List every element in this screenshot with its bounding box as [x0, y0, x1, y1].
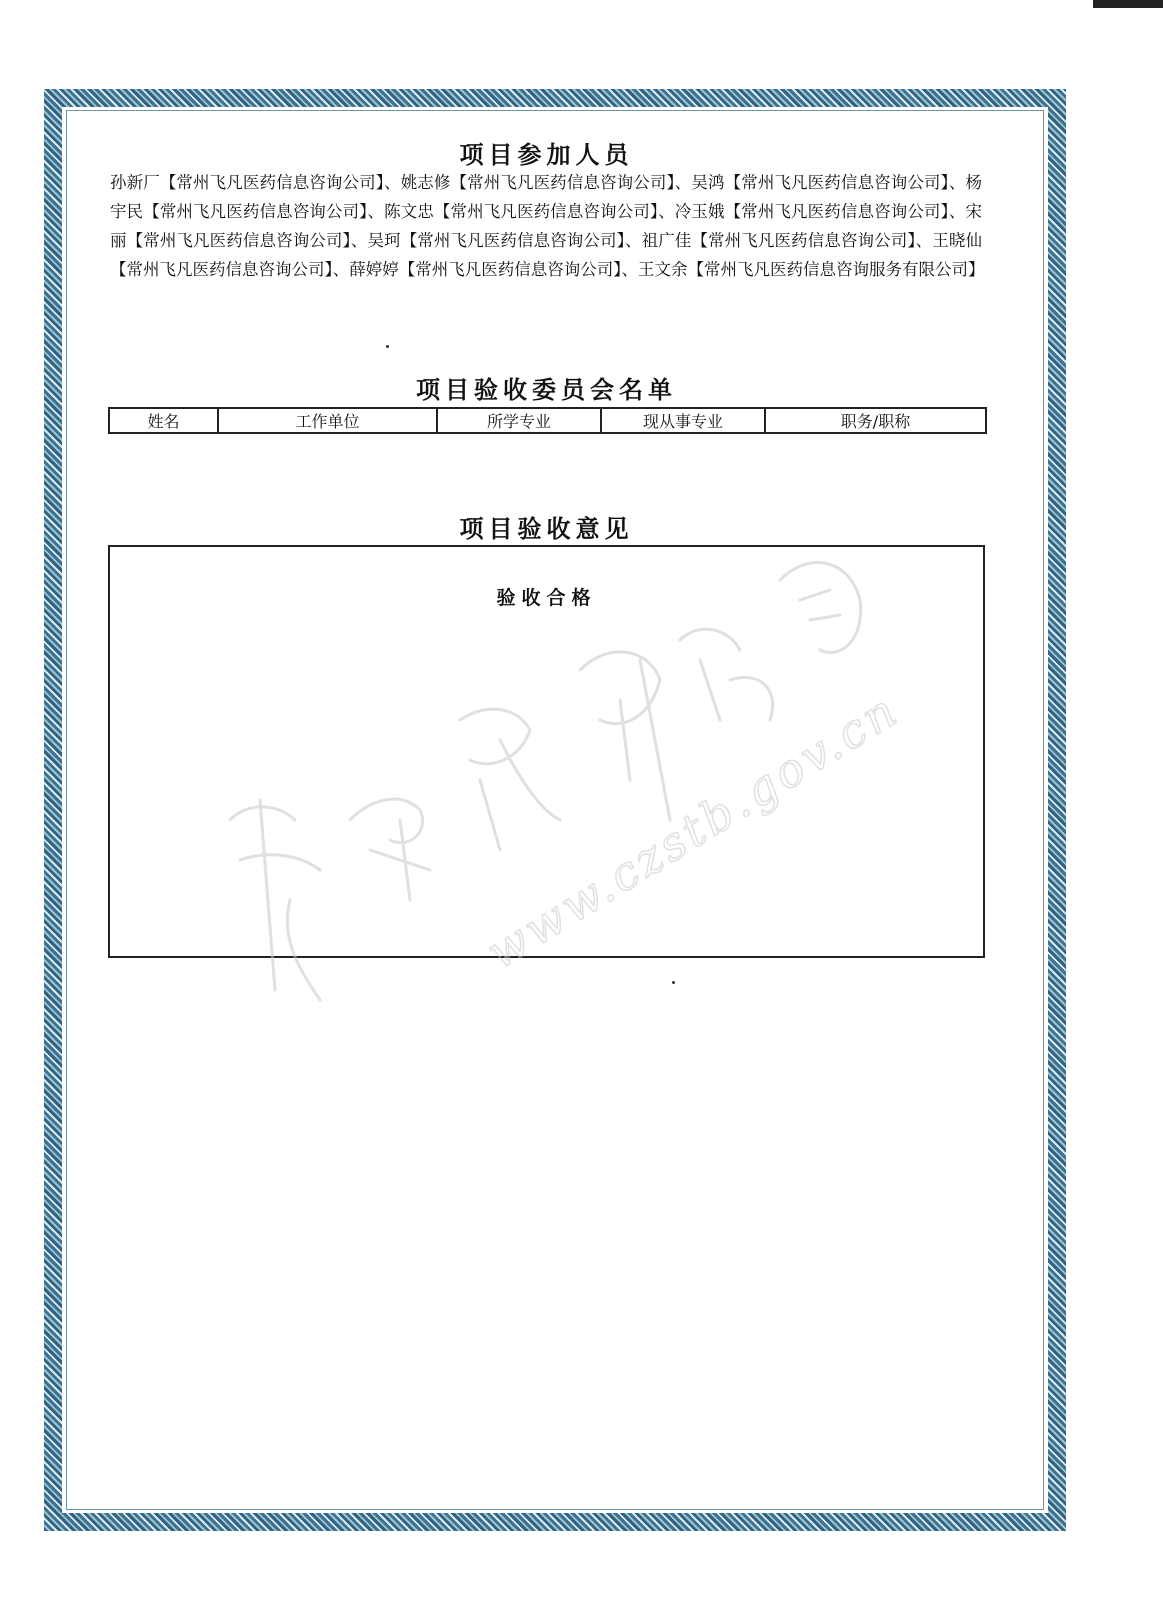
header-workplace: 工作单位	[218, 408, 437, 433]
scan-edge-mark	[1093, 0, 1163, 8]
committee-title: 项目验收委员会名单	[416, 376, 677, 404]
opinion-box	[108, 545, 985, 958]
committee-table	[108, 407, 987, 434]
committee-header-row	[109, 408, 986, 433]
participants-title: 项目参加人员	[459, 141, 634, 169]
watermark-url: www.czstb.gov.cn	[477, 681, 909, 980]
scan-speck	[672, 981, 675, 984]
header-name: 姓名	[109, 408, 218, 433]
header-major: 所学专业	[437, 408, 601, 433]
header-title: 职务/职称	[765, 408, 986, 433]
scan-speck	[386, 345, 389, 348]
header-current-field: 现从事专业	[601, 408, 765, 433]
opinion-text: 验收合格	[496, 587, 597, 609]
participants-list: 孙新厂【常州飞凡医药信息咨询公司】、姚志修【常州飞凡医药信息咨询公司】、吴鸿【常州飞凡医药信息咨询公司】、杨宇民【常州飞凡医药信息咨询公司】、陈文忠【常州飞凡医药信息咨询公司】、冷玉娥【常州飞凡医药信息咨询公司】、宋丽【常州飞凡医药信息咨询公司】、吴珂【常州飞凡医药信息咨询公司】、祖广佳【常州飞凡医药信息咨询公司】、王晓仙【常州飞凡医药信息咨询公司】、薛婷婷【常州飞凡医药信息咨询公司】、王文余【常州飞凡医药信息咨询服务有限公司】	[110, 173, 985, 279]
opinion-title: 项目验收意见	[459, 515, 634, 543]
